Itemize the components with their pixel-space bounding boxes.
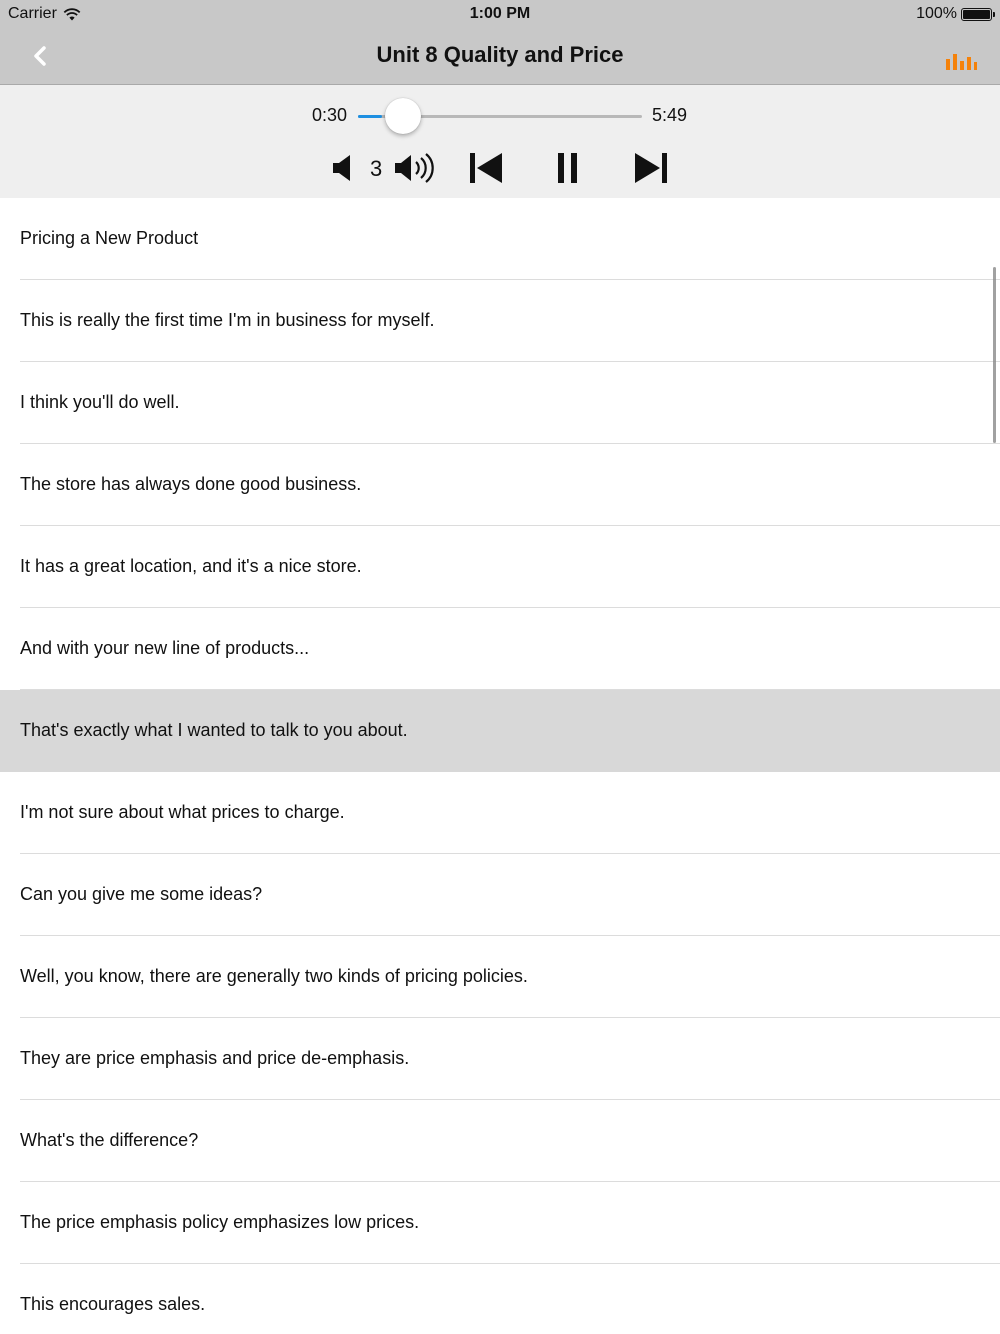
transcript-row[interactable] bbox=[0, 936, 1000, 1018]
transcript-line-text: Can you give me some ideas? bbox=[20, 884, 263, 904]
top-bar bbox=[0, 0, 1000, 85]
volume-down-button[interactable] bbox=[330, 153, 354, 183]
transcript-row[interactable] bbox=[0, 772, 1000, 854]
transcript-row[interactable] bbox=[0, 1100, 1000, 1182]
elapsed-time: 0:30 bbox=[312, 105, 348, 125]
transcript-row[interactable] bbox=[0, 690, 1000, 772]
slider-played bbox=[358, 115, 382, 118]
battery-status bbox=[916, 5, 992, 23]
transcript-row[interactable] bbox=[0, 608, 1000, 690]
transcript-line-text: This encourages sales. bbox=[20, 1294, 206, 1314]
transcript-line-text: And with your new line of products... bbox=[20, 638, 310, 658]
battery-percent: 100% bbox=[916, 5, 957, 22]
transcript-row[interactable] bbox=[0, 198, 1000, 280]
pause-icon bbox=[555, 151, 581, 185]
transcript-row[interactable] bbox=[0, 362, 1000, 444]
skip-previous-icon bbox=[468, 151, 504, 185]
transcript-line-text: I'm not sure about what prices to charge. bbox=[20, 802, 345, 822]
volume-level: 3 bbox=[370, 156, 383, 181]
transcript-row[interactable] bbox=[0, 280, 1000, 362]
transcript-row[interactable] bbox=[0, 854, 1000, 936]
bar-chart-icon bbox=[944, 50, 978, 72]
transcript-line-text: Pricing a New Product bbox=[20, 228, 199, 248]
slider-thumb[interactable] bbox=[385, 98, 421, 134]
progress-slider[interactable] bbox=[358, 99, 642, 133]
transcript-line-text: That's exactly what I wanted to talk to you about. bbox=[20, 720, 408, 740]
transcript-row[interactable] bbox=[0, 1018, 1000, 1100]
transcript-line-text: I think you'll do well. bbox=[20, 392, 180, 412]
volume-down-icon bbox=[330, 153, 354, 183]
next-button[interactable] bbox=[633, 151, 669, 185]
navigation-bar bbox=[0, 28, 1000, 84]
transcript-line-text: It has a great location, and it's a nice store. bbox=[20, 556, 362, 576]
carrier-label: Carrier bbox=[8, 5, 57, 22]
transcript-line-text: Well, you know, there are generally two kinds of pricing policies. bbox=[20, 966, 528, 986]
stats-button[interactable] bbox=[944, 50, 978, 72]
audio-player bbox=[0, 85, 1000, 198]
transcript-line-text: What's the difference? bbox=[20, 1130, 199, 1150]
previous-button[interactable] bbox=[468, 151, 504, 185]
transcript-list[interactable] bbox=[0, 198, 1000, 1334]
transcript-line-text: This is really the first time I'm in business for myself. bbox=[20, 310, 435, 330]
clock: 1:00 PM bbox=[469, 5, 531, 22]
skip-next-icon bbox=[633, 151, 669, 185]
volume-up-icon bbox=[393, 151, 435, 185]
transcript-row[interactable] bbox=[0, 1264, 1000, 1334]
volume-up-button[interactable] bbox=[393, 151, 435, 185]
total-time: 5:49 bbox=[652, 105, 688, 125]
transcript-row[interactable] bbox=[0, 526, 1000, 608]
scrollbar[interactable] bbox=[993, 267, 996, 443]
transcript-line-text: They are price emphasis and price de-emphasis. bbox=[20, 1048, 410, 1068]
pause-button[interactable] bbox=[555, 151, 581, 185]
transcript-row[interactable] bbox=[0, 444, 1000, 526]
battery-icon bbox=[961, 8, 992, 21]
transcript-line-text: The price emphasis policy emphasizes low prices. bbox=[20, 1212, 420, 1232]
transcript-row[interactable] bbox=[0, 1182, 1000, 1264]
page-title: Unit 8 Quality and Price bbox=[376, 42, 624, 67]
status-bar bbox=[0, 0, 1000, 28]
transcript-line-text: The store has always done good business. bbox=[20, 474, 362, 494]
